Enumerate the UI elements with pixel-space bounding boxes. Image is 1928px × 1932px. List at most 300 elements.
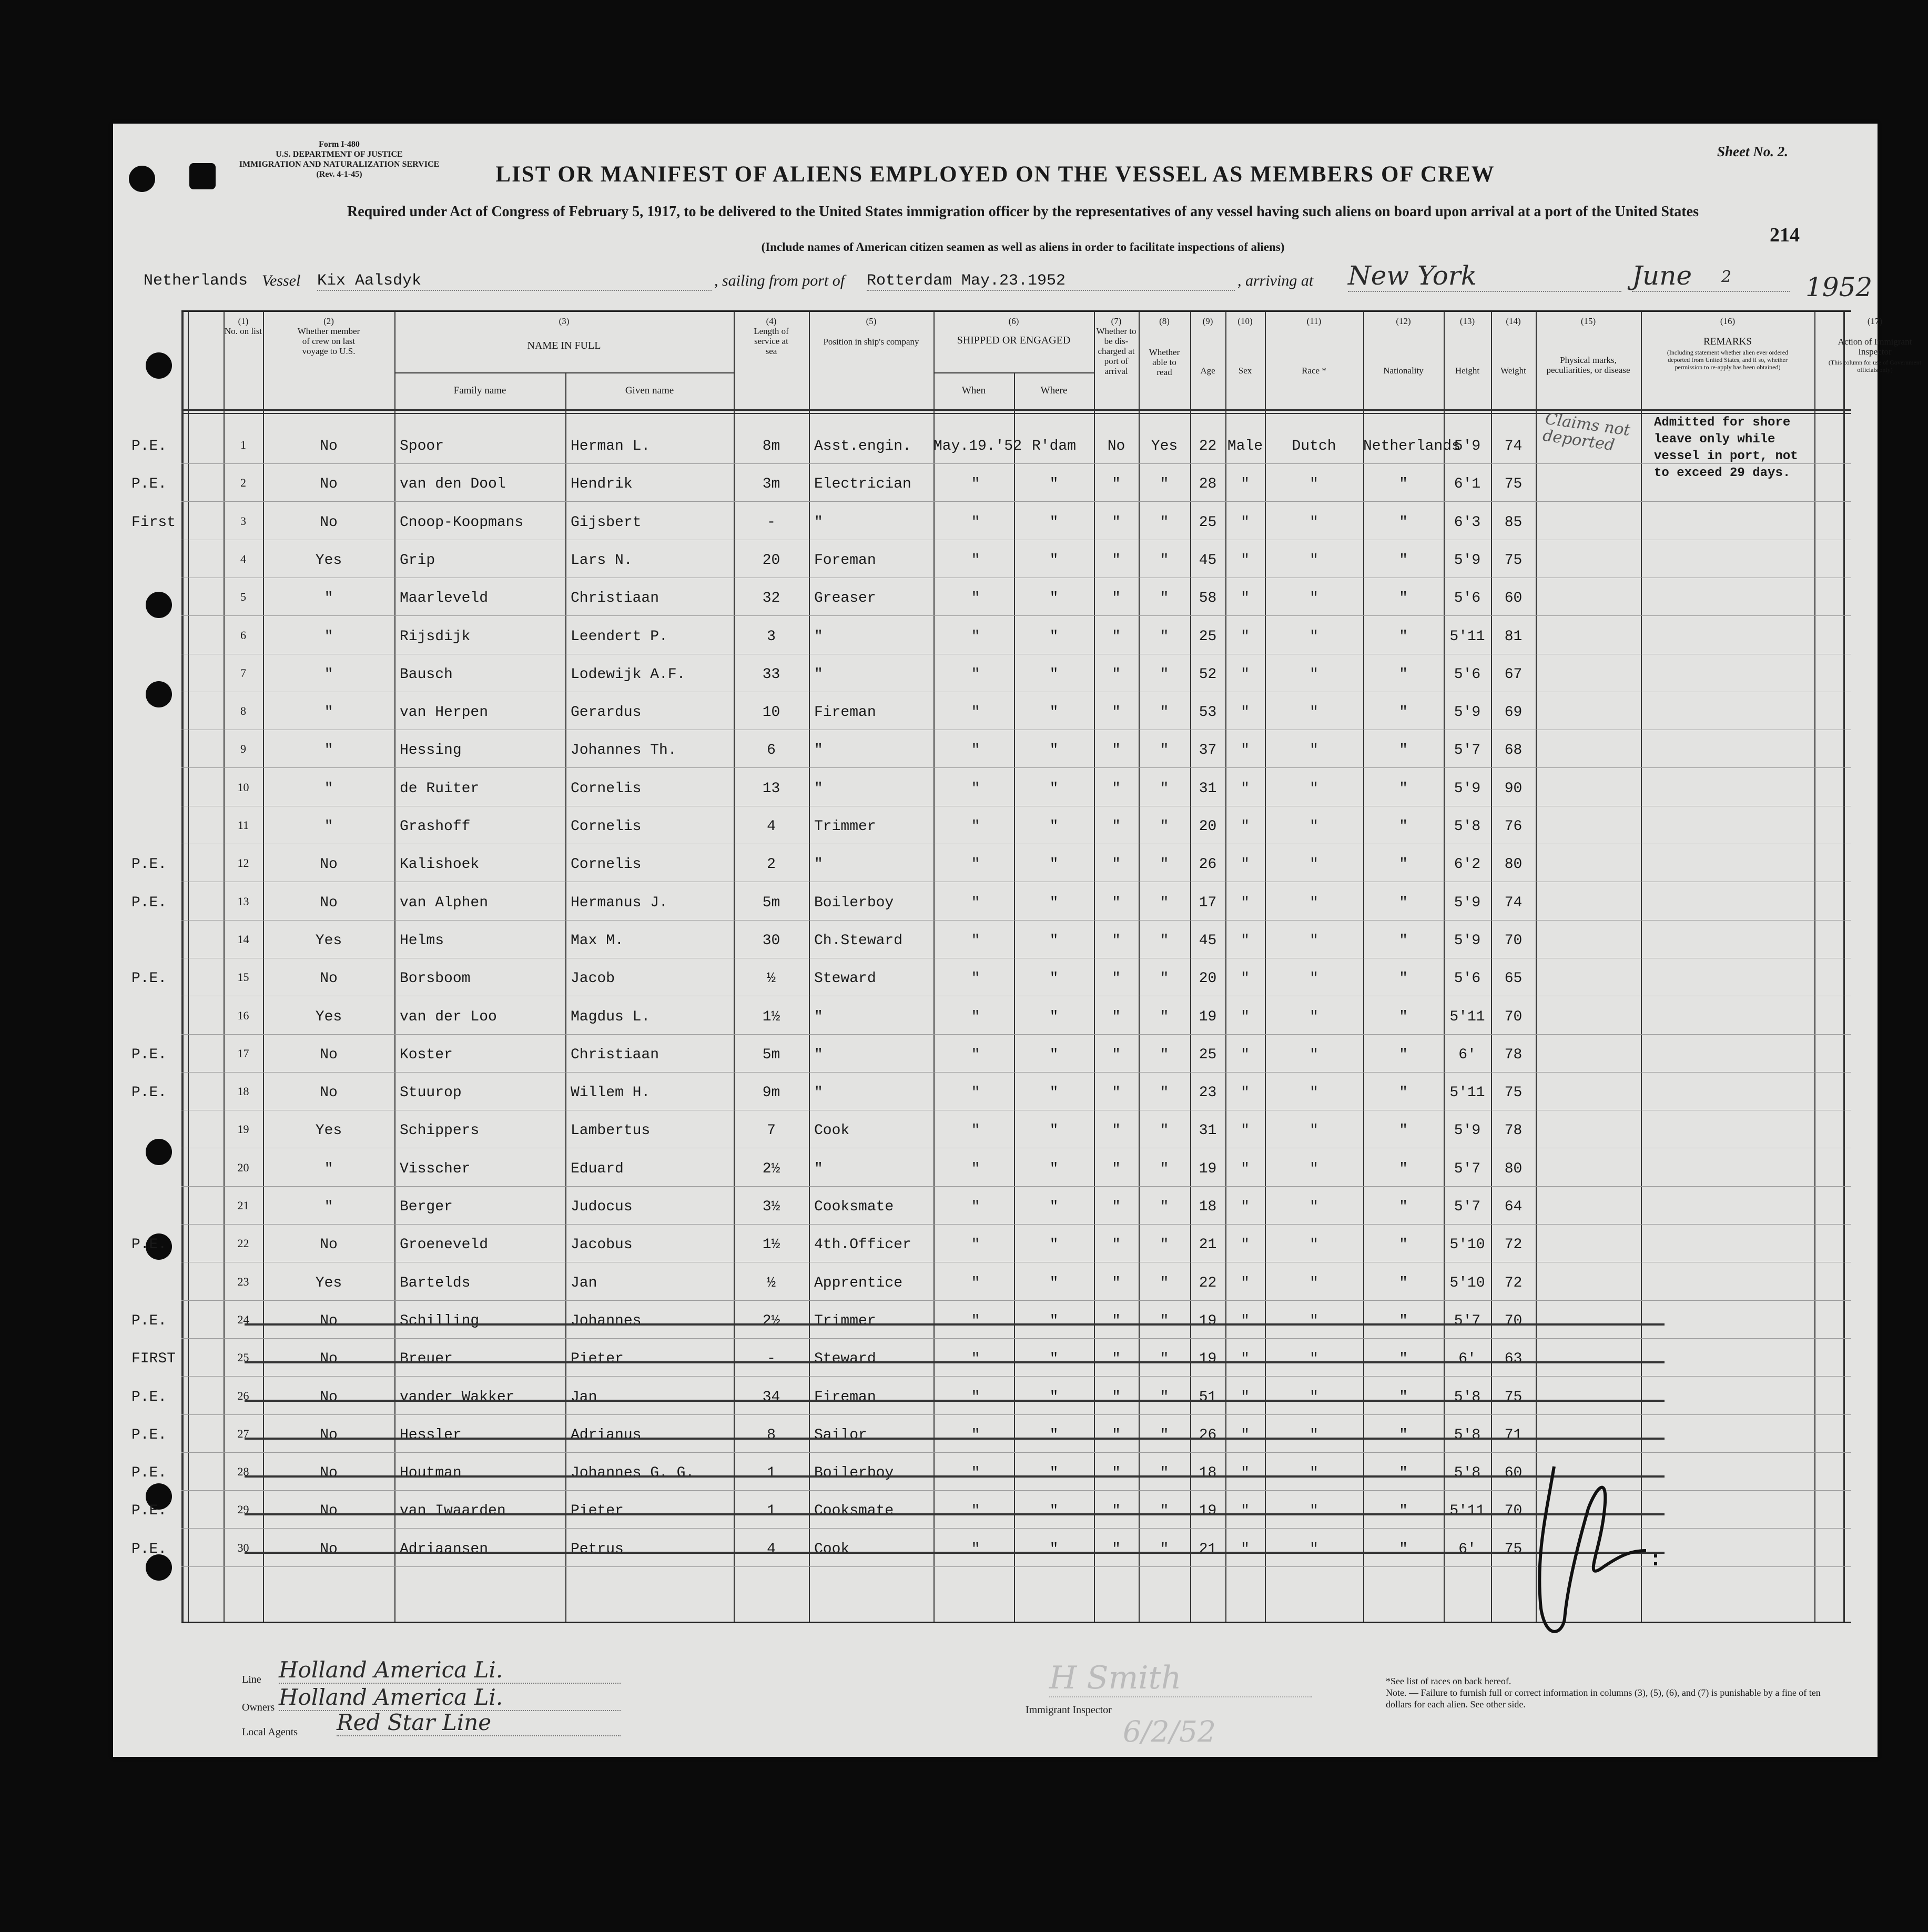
cell-given: Lambertus	[571, 1122, 651, 1139]
cell-len: 3m	[762, 476, 780, 493]
cell-dis: "	[1112, 856, 1121, 873]
subtitle-note: (Include names of American citizen seamen as well as aliens in order to facilitate inspections of aliens)	[761, 240, 1285, 254]
cell-prev: No	[320, 1085, 338, 1101]
cell-len: 5m	[762, 894, 780, 911]
cell-race: "	[1310, 742, 1318, 759]
cell-prev: "	[324, 1160, 333, 1177]
cell-race: "	[1310, 1085, 1318, 1101]
cell-family: Berger	[400, 1199, 453, 1215]
cell-race: "	[1310, 970, 1318, 987]
cell-prev: "	[324, 1199, 333, 1215]
cell-mark: P.E.	[131, 856, 167, 873]
cell-given: Pieter	[571, 1503, 624, 1520]
cell-age: 26	[1199, 856, 1217, 873]
cell-given: Jacobus	[571, 1237, 633, 1253]
cell-pos: "	[814, 628, 823, 645]
cell-sex: "	[1241, 1465, 1250, 1482]
strikethrough-line	[245, 1438, 1665, 1440]
row-rule	[181, 767, 1851, 768]
cell-dis: "	[1112, 1465, 1121, 1482]
footer-notes	[1386, 1675, 1838, 1710]
cell-h: 5'10	[1449, 1237, 1485, 1253]
cell-no: 6	[240, 628, 246, 642]
row-rule	[181, 920, 1851, 921]
cell-mark: P.E.	[131, 1541, 167, 1557]
cell-len: ½	[767, 970, 776, 987]
cell-w: 72	[1504, 1237, 1523, 1253]
cell-where: "	[1049, 1465, 1059, 1482]
cell-when: "	[971, 1503, 980, 1520]
cell-when: "	[971, 590, 980, 607]
to-port: New York	[1348, 260, 1621, 292]
cell-pos: "	[814, 780, 823, 797]
punch-hole-3	[146, 352, 172, 379]
cell-sex: "	[1241, 742, 1250, 759]
header-family-name: Family name	[453, 385, 506, 396]
from-port: Rotterdam May.23.1952	[867, 272, 1235, 291]
row-rule	[181, 615, 1851, 616]
cell-sex: "	[1241, 1274, 1250, 1291]
cell-h: 5'9	[1454, 1122, 1481, 1139]
cell-family: Cnoop-Koopmans	[400, 514, 524, 531]
cell-sex: "	[1241, 932, 1250, 949]
cell-age: 17	[1199, 894, 1217, 911]
cell-dis: "	[1112, 552, 1121, 569]
cell-mark: P.E.	[131, 1312, 167, 1329]
cell-age: 25	[1199, 628, 1217, 645]
cell-family: Breuer	[400, 1351, 453, 1368]
crew-table	[131, 310, 1922, 1623]
cell-family: Visscher	[400, 1160, 471, 1177]
cell-pos: Foreman	[814, 552, 876, 569]
cell-where: "	[1049, 552, 1059, 569]
cell-given: Cornelis	[571, 818, 642, 835]
form-number: Form I-480	[319, 140, 360, 149]
cell-pos: Apprentice	[814, 1274, 903, 1291]
cell-family: Hessler	[400, 1427, 462, 1443]
cell-given: Cornelis	[571, 780, 642, 797]
cell-read: "	[1160, 666, 1169, 683]
cell-no: 9	[240, 742, 246, 756]
cell-dis: "	[1112, 1085, 1121, 1101]
cell-pos: "	[814, 742, 823, 759]
cell-no: 21	[237, 1199, 249, 1212]
cell-len: 9m	[762, 1085, 780, 1101]
cell-mark: P.E.	[131, 970, 167, 987]
cell-pos: Fireman	[814, 1389, 876, 1405]
stamp-number: 214	[1770, 224, 1800, 246]
cell-when: "	[971, 1465, 980, 1482]
row-rule	[181, 1034, 1851, 1035]
cell-age: 22	[1199, 438, 1217, 454]
header-col-14: (14) Weight	[1500, 316, 1526, 376]
strikethrough-line	[245, 1513, 1665, 1515]
cell-family: Maarleveld	[400, 590, 489, 607]
cell-nat: "	[1399, 818, 1408, 835]
cell-race: "	[1310, 476, 1318, 493]
cell-len: 33	[762, 666, 780, 683]
cell-h: 6'3	[1454, 514, 1481, 531]
cell-len: 6	[767, 742, 776, 759]
header-col-15: (15) Physical marks, peculiarities, or disease	[1546, 316, 1630, 375]
cell-read: "	[1160, 628, 1169, 645]
cell-pos: Steward	[814, 1351, 876, 1368]
cell-race: "	[1310, 856, 1318, 873]
cell-given: Hendrik	[571, 476, 633, 493]
cell-where: "	[1049, 932, 1059, 949]
header-col-17: (17) Action of Immigrant Inspector (This column for use of Government officials only)	[1828, 316, 1922, 373]
arrival-month: June	[1632, 260, 1790, 292]
cell-pos: "	[814, 1160, 823, 1177]
cell-len: 1	[767, 1503, 776, 1520]
cell-w: 64	[1504, 1199, 1523, 1215]
cell-age: 18	[1199, 1465, 1217, 1482]
cell-read: "	[1160, 704, 1169, 721]
cell-no: 22	[237, 1237, 249, 1250]
cell-given: Adrianus	[571, 1427, 642, 1443]
cell-prev: Yes	[315, 552, 342, 569]
cell-race: "	[1310, 1541, 1318, 1557]
header-col-16: (16) REMARKS (Including statement whether alien ever ordered deported from United States, and if so, whether permission to re-apply has been obtained)	[1667, 316, 1789, 371]
row-rule	[181, 463, 1851, 464]
cell-where: "	[1049, 1312, 1059, 1329]
cell-dis: "	[1112, 780, 1121, 797]
cell-h: 6'	[1458, 1541, 1476, 1557]
cell-no: 14	[237, 932, 249, 946]
cell-race: "	[1310, 628, 1318, 645]
cell-race: "	[1310, 1351, 1318, 1368]
cell-given: Max M.	[571, 932, 624, 949]
cell-pos: Boilerboy	[814, 1465, 894, 1482]
cell-pos: Cook	[814, 1541, 850, 1557]
cell-dis: "	[1112, 666, 1121, 683]
cell-family: van den Dool	[400, 476, 506, 493]
cell-family: vander Wakker	[400, 1389, 515, 1405]
cell-read: "	[1160, 1427, 1169, 1443]
punch-hole-6	[146, 1139, 172, 1165]
strikethrough-line	[245, 1552, 1665, 1554]
cell-when: "	[971, 1427, 980, 1443]
cell-dis: "	[1112, 1199, 1121, 1215]
cell-len: 7	[767, 1122, 776, 1139]
footer-left	[242, 1657, 768, 1746]
cell-when: "	[971, 704, 980, 721]
cell-mark: P.E.	[131, 1085, 167, 1101]
cell-w: 63	[1504, 1351, 1523, 1368]
cell-where: "	[1049, 1351, 1059, 1368]
cell-pos: Asst.engin.	[814, 438, 911, 454]
agents-value: Red Star Line	[337, 1710, 621, 1736]
cell-pos: "	[814, 1085, 823, 1101]
arrival-year: 1952	[1805, 272, 1873, 302]
cell-h: 5'8	[1454, 818, 1481, 835]
cell-prev: No	[320, 1046, 338, 1063]
cell-family: Bartelds	[400, 1274, 471, 1291]
cell-len: 1	[767, 1465, 776, 1482]
cell-mark: P.E.	[131, 894, 167, 911]
cell-w: 75	[1504, 1085, 1523, 1101]
header-col-8: (8) Whether able to read	[1149, 316, 1180, 377]
cell-pos: Cook	[814, 1122, 850, 1139]
cell-family: Houtman	[400, 1465, 462, 1482]
cell-dis: No	[1107, 438, 1125, 454]
vessel-name: Kix Aalsdyk	[317, 272, 712, 291]
cell-len: -	[767, 1351, 776, 1368]
cell-where: "	[1049, 1160, 1059, 1177]
cell-len: ½	[767, 1274, 776, 1291]
cell-where: "	[1049, 1085, 1059, 1101]
cell-given: Jan	[571, 1274, 597, 1291]
cell-when: May.19.'52	[933, 438, 1022, 454]
header-col-2: (2) Whether member of crew on last voyage to U.S.	[297, 316, 360, 356]
manifest-sheet	[113, 124, 1922, 1757]
page-subtitle: Required under Act of Congress of February 5, 1917, to be delivered to the United States immigration officer by the representatives of any vessel having such aliens on board upon arrival at a port of the United States	[347, 204, 1699, 220]
row-rule	[181, 1338, 1851, 1339]
cell-age: 19	[1199, 1503, 1217, 1520]
cell-dis: "	[1112, 1008, 1121, 1025]
owners-label: Owners	[242, 1702, 275, 1713]
cell-age: 45	[1199, 932, 1217, 949]
cell-given: Lodewijk A.F.	[571, 666, 686, 683]
cell-nat: "	[1399, 1237, 1408, 1253]
cell-h: 5'6	[1454, 590, 1481, 607]
cell-family: Schilling	[400, 1312, 480, 1329]
cell-when: "	[971, 1046, 980, 1063]
cell-age: 20	[1199, 970, 1217, 987]
cell-age: 19	[1199, 1008, 1217, 1025]
cell-pos: Fireman	[814, 704, 876, 721]
cell-no: 28	[237, 1465, 249, 1479]
cell-no: 27	[237, 1427, 249, 1440]
cell-given: Eduard	[571, 1160, 624, 1177]
cell-prev: "	[324, 818, 333, 835]
inspector-label: Immigrant Inspector	[1026, 1704, 1112, 1716]
cell-h: 5'10	[1449, 1274, 1485, 1291]
header-where: Where	[1040, 385, 1068, 396]
cell-w: 67	[1504, 666, 1523, 683]
row-rule	[181, 1186, 1851, 1187]
cell-dis: "	[1112, 1503, 1121, 1520]
cell-pos: Greaser	[814, 590, 876, 607]
cell-prev: No	[320, 476, 338, 493]
cell-where: "	[1049, 1046, 1059, 1063]
inspector-signature	[1525, 1451, 1683, 1651]
cell-where: "	[1049, 970, 1059, 987]
cell-mark: P.E.	[131, 476, 167, 493]
cell-dis: "	[1112, 932, 1121, 949]
cell-h: 5'9	[1454, 552, 1481, 569]
cell-w: 70	[1504, 1503, 1523, 1520]
cell-read: "	[1160, 818, 1169, 835]
cell-w: 75	[1504, 476, 1523, 493]
cell-no: 29	[237, 1503, 249, 1516]
cell-where: "	[1049, 1503, 1059, 1520]
cell-given: Petrus	[571, 1541, 624, 1557]
cell-nat: "	[1399, 1122, 1408, 1139]
cell-nat: "	[1399, 628, 1408, 645]
cell-when: "	[971, 628, 980, 645]
cell-nat: "	[1399, 742, 1408, 759]
cell-prev: No	[320, 970, 338, 987]
cell-h: 5'9	[1454, 932, 1481, 949]
cell-no: 4	[240, 552, 246, 565]
cell-mark: P.E.	[131, 438, 167, 454]
cell-w: 75	[1504, 552, 1523, 569]
cell-where: "	[1049, 1199, 1059, 1215]
cell-where: "	[1049, 1427, 1059, 1443]
cell-race: "	[1310, 780, 1318, 797]
line-label: Line	[242, 1674, 261, 1685]
cell-sex: "	[1241, 1160, 1250, 1177]
cell-w: 65	[1504, 970, 1523, 987]
cell-len: 8m	[762, 438, 780, 454]
remarks-text: Admitted for shore leave only while vessel in port, not to exceed 29 days.	[1654, 416, 1798, 480]
cell-where: "	[1049, 666, 1059, 683]
cell-w: 80	[1504, 1160, 1523, 1177]
cell-sex: "	[1241, 704, 1250, 721]
cell-len: 4	[767, 1541, 776, 1557]
cell-read: "	[1160, 932, 1169, 949]
cell-race: "	[1310, 1199, 1318, 1215]
cell-race: "	[1310, 552, 1318, 569]
cell-len: 34	[762, 1389, 780, 1405]
cell-given: Gerardus	[571, 704, 642, 721]
cell-len: 4	[767, 818, 776, 835]
cell-given: Lars N.	[571, 552, 633, 569]
cell-dis: "	[1112, 1122, 1121, 1139]
cell-nat: "	[1399, 970, 1408, 987]
cell-race: "	[1310, 1160, 1318, 1177]
cell-w: 75	[1504, 1389, 1523, 1405]
cell-no: 2	[240, 476, 246, 490]
cell-nat: "	[1399, 590, 1408, 607]
cell-sex: "	[1241, 780, 1250, 797]
cell-len: 3½	[762, 1199, 780, 1215]
cell-race: "	[1310, 1389, 1318, 1405]
cell-len: 2½	[762, 1312, 780, 1329]
cell-race: "	[1310, 894, 1318, 911]
strikethrough-line	[245, 1475, 1665, 1478]
cell-when: "	[971, 514, 980, 531]
cell-no: 24	[237, 1312, 249, 1326]
cell-given: Leendert P.	[571, 628, 668, 645]
cell-h: 5'8	[1454, 1427, 1481, 1443]
cell-where: "	[1049, 856, 1059, 873]
cell-dis: "	[1112, 704, 1121, 721]
cell-nat: "	[1399, 1541, 1408, 1557]
cell-prev: Yes	[315, 1008, 342, 1025]
cell-where: R'dam	[1031, 438, 1076, 454]
cell-nat: "	[1399, 552, 1408, 569]
cell-w: 85	[1504, 514, 1523, 531]
row-rule	[181, 1072, 1851, 1073]
cell-sex: "	[1241, 1122, 1250, 1139]
cell-where: "	[1049, 742, 1059, 759]
cell-sex: "	[1241, 666, 1250, 683]
punch-hole-9	[146, 1554, 172, 1581]
header-col-5: (5) Position in ship's company	[823, 316, 919, 347]
cell-dis: "	[1112, 1541, 1121, 1557]
cell-when: "	[971, 666, 980, 683]
cell-sex: "	[1241, 552, 1250, 569]
cell-w: 72	[1504, 1274, 1523, 1291]
cell-age: 37	[1199, 742, 1217, 759]
cell-read: "	[1160, 514, 1169, 531]
cell-where: "	[1049, 1237, 1059, 1253]
cell-len: 32	[762, 590, 780, 607]
cell-prev: No	[320, 856, 338, 873]
cell-w: 60	[1504, 590, 1523, 607]
cell-given: Judocus	[571, 1199, 633, 1215]
cell-h: 6'2	[1454, 856, 1481, 873]
cell-read: "	[1160, 1160, 1169, 1177]
cell-when: "	[971, 1541, 980, 1557]
cell-nat: "	[1399, 1389, 1408, 1405]
cell-family: Hessing	[400, 742, 462, 759]
cell-w: 70	[1504, 1312, 1523, 1329]
cell-family: Grip	[400, 552, 435, 569]
cell-len: 5m	[762, 1046, 780, 1063]
cell-dis: "	[1112, 1274, 1121, 1291]
cell-h: 5'11	[1449, 628, 1485, 645]
cell-given: Jan	[571, 1389, 597, 1405]
cell-dis: "	[1112, 742, 1121, 759]
cell-nat: "	[1399, 932, 1408, 949]
cell-age: 25	[1199, 1046, 1217, 1063]
sheet-number	[1717, 144, 1788, 160]
header-col-4: (4) Length of service at sea	[754, 316, 789, 356]
line-value: Holland America Li.	[279, 1657, 621, 1684]
cell-sex: "	[1241, 1312, 1250, 1329]
vessel-flag: Netherlands	[144, 272, 248, 290]
cell-nat: "	[1399, 1312, 1408, 1329]
cell-len: 2	[767, 856, 776, 873]
header-col-7: (7) Whether to be dis-charged at port of arrival	[1096, 316, 1136, 376]
cell-given: Herman L.	[571, 438, 651, 454]
cell-mark: P.E.	[131, 1427, 167, 1443]
cell-prev: "	[324, 742, 333, 759]
cell-prev: "	[324, 628, 333, 645]
cell-read: "	[1160, 1274, 1169, 1291]
cell-prev: No	[320, 1541, 338, 1557]
cell-race: "	[1310, 1312, 1318, 1329]
cell-age: 52	[1199, 666, 1217, 683]
cell-prev: No	[320, 1351, 338, 1368]
cell-age: 19	[1199, 1312, 1217, 1329]
cell-family: Helms	[400, 932, 444, 949]
punch-hole-5	[146, 681, 172, 707]
cell-dis: "	[1112, 1237, 1121, 1253]
cell-race: "	[1310, 1427, 1318, 1443]
cell-read: "	[1160, 780, 1169, 797]
cell-family: Schippers	[400, 1122, 480, 1139]
cell-when: "	[971, 1389, 980, 1405]
cell-when: "	[971, 1312, 980, 1329]
header-when: When	[961, 385, 986, 396]
cell-race: "	[1310, 514, 1318, 531]
header-col-1: (1) No. on list	[224, 316, 262, 336]
cell-mark: P.E.	[131, 1389, 167, 1405]
cell-len: 13	[762, 780, 780, 797]
cell-prev: Yes	[315, 1274, 342, 1291]
cell-pos: "	[814, 1046, 823, 1063]
cell-prev: No	[320, 1389, 338, 1405]
cell-when: "	[971, 1085, 980, 1101]
cell-nat: "	[1399, 1046, 1408, 1063]
cell-h: 5'8	[1454, 1389, 1481, 1405]
cell-dis: "	[1112, 818, 1121, 835]
cell-nat: "	[1399, 1351, 1408, 1368]
